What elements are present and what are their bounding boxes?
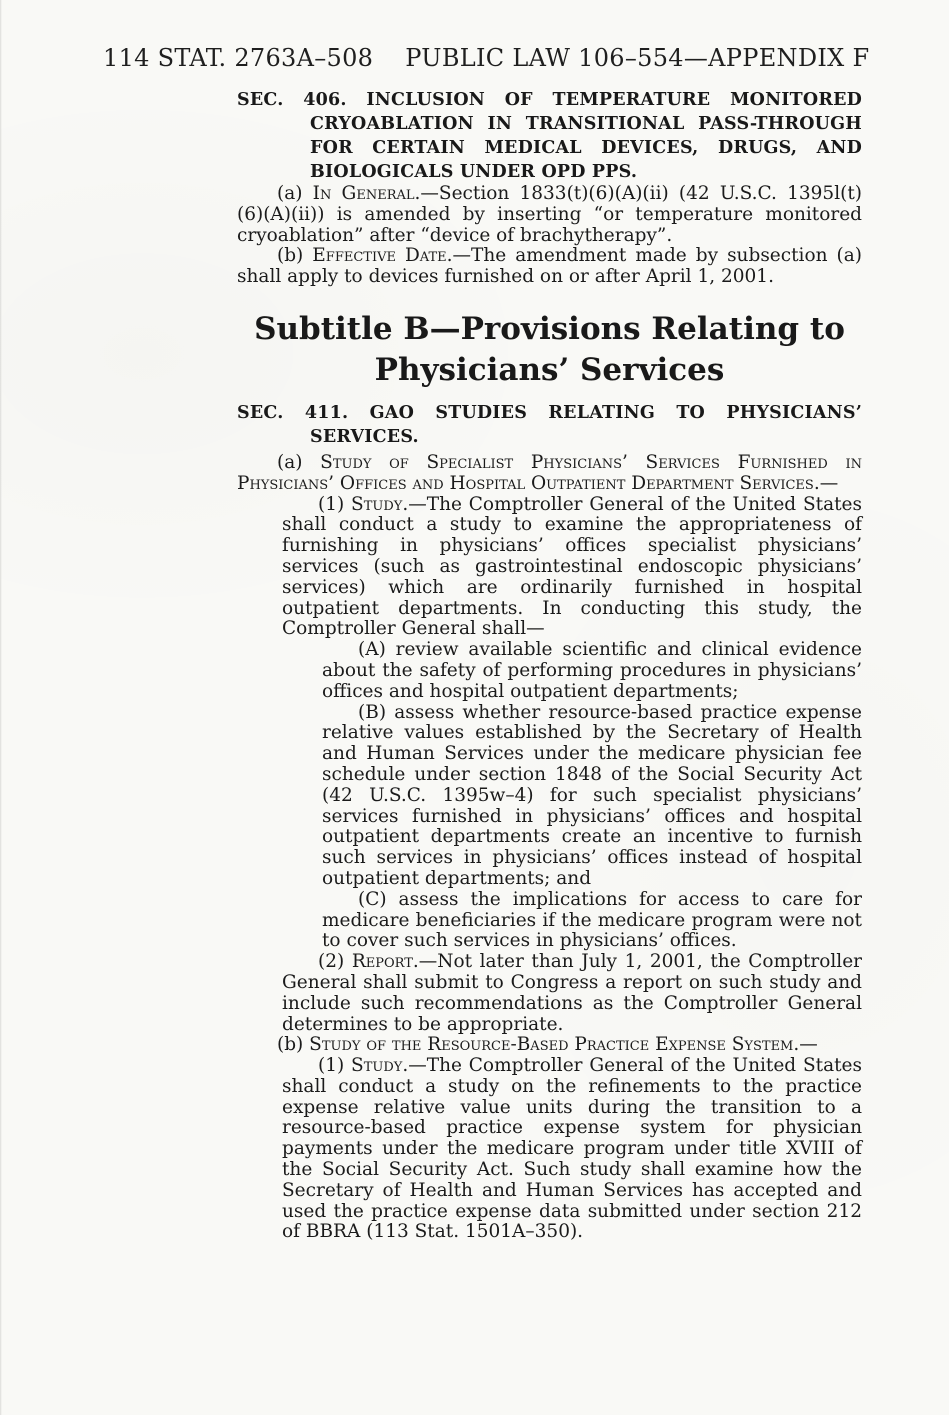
para-lead: Study of Specialist Physicians’ Services Furnished in Physicians’ Offices and Hospital Outpatient Department Services bbox=[237, 451, 862, 494]
sec-411-heading: SEC. 411. GAO STUDIES RELATING TO PHYSICIANS’ SERVICES. bbox=[237, 402, 862, 447]
para-lead: Study bbox=[351, 1055, 403, 1077]
para-text: .—Section 1833(t)(6)(A)(ii) (42 U.S.C. 1395l(t)(6)(A)(ii)) is amended by inserting “or temperature monitored cryoablation” after “device of brachytherapy”. bbox=[237, 183, 862, 246]
page-header bbox=[103, 44, 869, 72]
para-406-b bbox=[237, 246, 862, 288]
scan-edge-artifact bbox=[0, 0, 2, 1415]
para-411-a1B: (B) assess whether resource-based practice expense relative values established by the Secretary of Health and Human Services under the medicare physician fee schedule under section 1848 of the Social Security Act (42 U.S.C. 1395w–4) for such specialist physicians’ services furnished in physicians’ offices and hospital outpatient departments create an incentive to furnish such services in physicians’ offices instead of hospital outpatient departments; and bbox=[322, 701, 862, 889]
para-406-a bbox=[237, 184, 862, 246]
para-411-a bbox=[237, 453, 862, 495]
para-text: .—The Comptroller General of the United States shall conduct a study to examine the appropriateness of furnishing in physicians’ offices specialist physicians’ services (such as gastrointestinal endoscopic physicians’ services) which are ordinarily furnished in hospital outpatient departments. In conducting this study, the Comptroller General shall— bbox=[282, 493, 862, 640]
para-411-a1 bbox=[282, 495, 862, 641]
para-lead: Study bbox=[351, 493, 403, 515]
para-lead: In General bbox=[312, 183, 415, 204]
para-text: .—The amendment made by subsection (a) shall apply to devices furnished on or after April 1, 2001. bbox=[237, 245, 862, 288]
para-lead: Study of the Resource-Based Practice Expense System bbox=[309, 1034, 794, 1056]
para-411-a1A: (A) review available scientific and clinical evidence about the safety of performing procedures in physicians’ offices and hospital outpatient departments; bbox=[322, 639, 862, 702]
law-title: PUBLIC LAW 106–554—APPENDIX F bbox=[405, 44, 870, 72]
para-text: .—The Comptroller General of the United States shall conduct a study on the refinements to the practice expense relative value units during the transition to a resource-based practice expense system for physician payments under the medicare program under title XVIII of the Social Security Act. Such study shall examine how the Secretary of Health and Human Services has accepted and used the practice expense data submitted under section 212 of BBRA (113 Stat. 1501A–350). bbox=[282, 1055, 862, 1243]
para-number: (1) bbox=[318, 1055, 352, 1077]
subtitle-line-1: Subtitle B—Provisions Relating to bbox=[254, 310, 845, 347]
para-number: (1) bbox=[318, 493, 352, 515]
sec-406-heading: SEC. 406. INCLUSION OF TEMPERATURE MONITORED CRYOABLATION IN TRANSITIONAL PASS-THROUGH FOR CERTAIN MEDICAL DEVICES, DRUGS, AND BIOLOGICALS UNDER OPD PPS. bbox=[237, 90, 862, 182]
para-lead: Effective Date bbox=[312, 245, 447, 267]
para-number: (a) bbox=[277, 183, 313, 204]
para-411-b1 bbox=[282, 1056, 862, 1243]
para-number: (a) bbox=[277, 451, 321, 473]
para-text: .—Not later than July 1, 2001, the Comptroller General shall submit to Congress a report on such study and include such recommendations as the Comptroller General determines to be appropriate. bbox=[282, 951, 862, 1035]
subtitle-line-2: Physicians’ Services bbox=[374, 351, 725, 388]
para-number: (2) bbox=[318, 951, 352, 973]
para-lead: Report bbox=[351, 951, 413, 973]
para-411-a1C: (C) assess the implications for access to care for medicare beneficiaries if the medicare program were not to cover such services in physicians’ offices. bbox=[322, 888, 862, 952]
document-body bbox=[237, 88, 862, 1243]
stat-number: 114 STAT. 2763A–508 bbox=[103, 44, 374, 72]
para-411-a2 bbox=[282, 952, 862, 1035]
para-number: (b) bbox=[277, 245, 313, 267]
para-411-b bbox=[237, 1035, 862, 1056]
para-text: .— bbox=[793, 1034, 818, 1056]
subtitle-b-heading bbox=[237, 309, 862, 391]
para-text: .— bbox=[813, 472, 839, 494]
para-number: (b) bbox=[277, 1034, 310, 1056]
